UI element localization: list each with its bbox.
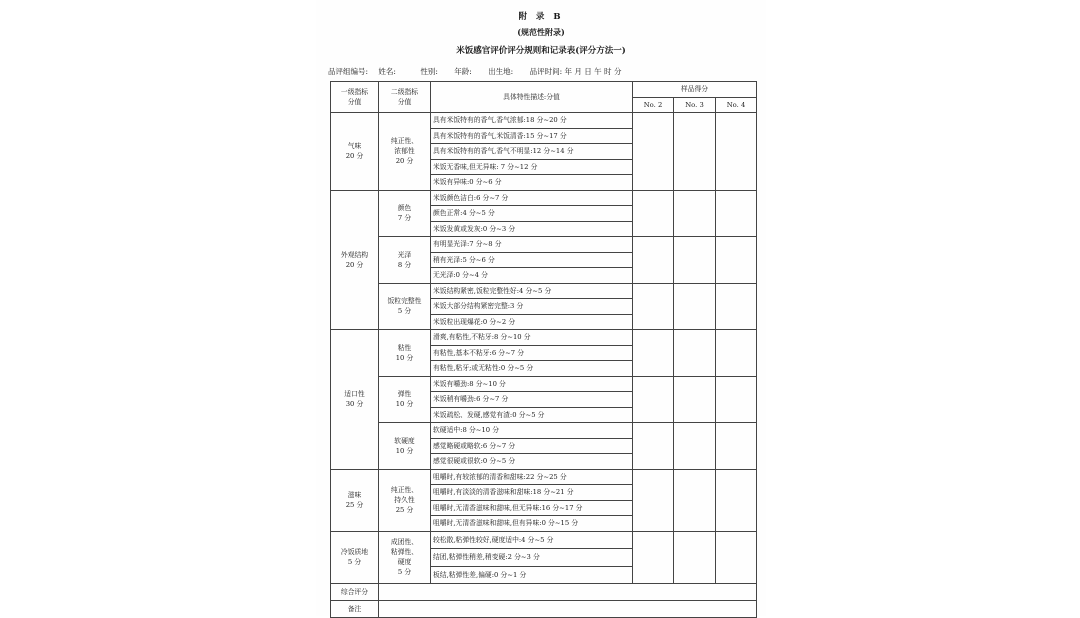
secondary-indicator bbox=[379, 469, 431, 531]
footer-value-cell[interactable] bbox=[379, 584, 757, 601]
meta-line bbox=[328, 66, 768, 77]
primary-indicator bbox=[331, 531, 379, 584]
description-cell: 米饭有异味:0 分~6 分 bbox=[431, 175, 633, 191]
description-cell: 米饭疏松、发硬,感觉有渣:0 分~5 分 bbox=[431, 407, 633, 423]
secondary-indicator bbox=[379, 330, 431, 377]
description-cell: 米饭结构紧密,饭粒完整性好:4 分~5 分 bbox=[431, 283, 633, 299]
description-cell: 咀嚼时,有淡淡的清香滋味和甜味:18 分~21 分 bbox=[431, 485, 633, 501]
description-cell: 米饭发黄或发灰:0 分~3 分 bbox=[431, 221, 633, 237]
description-cell: 滑爽,有粘性,不粘牙:8 分~10 分 bbox=[431, 330, 633, 346]
score-cell[interactable] bbox=[633, 190, 674, 237]
description-cell: 咀嚼时,无清香滋味和甜味,但无异味:16 分~17 分 bbox=[431, 500, 633, 516]
cell-line: 外观结构 bbox=[340, 250, 369, 259]
cell-line: 纯正性、 bbox=[390, 137, 419, 146]
score-cell[interactable] bbox=[716, 531, 757, 584]
description-cell: 感觉很硬或很软:0 分~5 分 bbox=[431, 454, 633, 470]
footer-row bbox=[331, 584, 757, 601]
description-cell: 具有米饭特有的香气,香气浓郁:18 分~20 分 bbox=[431, 113, 633, 129]
header-primary bbox=[331, 82, 379, 113]
cell-line: 5 分 bbox=[347, 558, 362, 567]
appendix-subtitle: (规范性附录) bbox=[517, 27, 565, 37]
header-secondary bbox=[379, 82, 431, 113]
meta-time: 品评时间: 年 月 日 午 时 分 bbox=[529, 67, 622, 76]
footer-label: 综合评分 bbox=[331, 584, 379, 601]
table-row bbox=[331, 237, 757, 253]
score-cell[interactable] bbox=[633, 423, 674, 470]
cell-line: 10 分 bbox=[395, 400, 414, 409]
description-cell: 板结,粘弹性差,偏硬:0 分~1 分 bbox=[431, 566, 633, 584]
score-cell[interactable] bbox=[674, 330, 716, 377]
description-cell: 有粘性,粘牙;或无粘性:0 分~5 分 bbox=[431, 361, 633, 377]
description-cell: 咀嚼时,有较浓郁的清香和甜味:22 分~25 分 bbox=[431, 469, 633, 485]
cell-line: 分值 bbox=[347, 98, 362, 106]
cell-line: 弹性 bbox=[397, 390, 412, 399]
cell-line: 粘弹性、 bbox=[390, 548, 419, 557]
cell-line: 粘性 bbox=[397, 343, 412, 352]
description-cell: 稍有光泽:5 分~6 分 bbox=[431, 252, 633, 268]
score-cell[interactable] bbox=[633, 469, 674, 531]
table-row bbox=[331, 423, 757, 439]
score-cell[interactable] bbox=[716, 190, 757, 237]
description-cell: 感觉略硬或略软:6 分~7 分 bbox=[431, 438, 633, 454]
primary-indicator bbox=[331, 469, 379, 531]
score-cell[interactable] bbox=[633, 531, 674, 584]
cell-line: 滋味 bbox=[347, 491, 362, 499]
table-row bbox=[331, 531, 757, 549]
score-cell[interactable] bbox=[674, 237, 716, 284]
cell-line: 分值 bbox=[397, 98, 412, 106]
description-cell: 无光泽:0 分~4 分 bbox=[431, 268, 633, 284]
description-cell: 软硬适中:8 分~10 分 bbox=[431, 423, 633, 439]
cell-line: 10 分 bbox=[395, 446, 414, 455]
score-cell[interactable] bbox=[716, 283, 757, 330]
meta-gender: 性别: bbox=[420, 67, 438, 76]
description-cell: 米饭颜色洁白:6 分~7 分 bbox=[431, 190, 633, 206]
header-sample-3: No. 3 bbox=[674, 97, 716, 113]
primary-indicator bbox=[331, 113, 379, 191]
score-cell[interactable] bbox=[674, 190, 716, 237]
table-row bbox=[331, 376, 757, 392]
description-cell: 米饭大部分结构紧密完整:3 分 bbox=[431, 299, 633, 315]
secondary-indicator bbox=[379, 376, 431, 423]
cell-line: 5 分 bbox=[397, 568, 412, 577]
description-cell: 具有米饭特有的香气,米饭清香:15 分~17 分 bbox=[431, 128, 633, 144]
cell-line: 适口性 bbox=[344, 390, 365, 399]
score-cell[interactable] bbox=[633, 330, 674, 377]
header-sample-2: No. 2 bbox=[633, 97, 674, 113]
score-cell[interactable] bbox=[633, 376, 674, 423]
cell-line: 持久性 bbox=[394, 496, 415, 504]
cell-line: 5 分 bbox=[397, 307, 412, 316]
description-cell: 有明显光泽:7 分~8 分 bbox=[431, 237, 633, 253]
secondary-indicator bbox=[379, 283, 431, 330]
cell-line: 成团性、 bbox=[390, 538, 419, 547]
cell-line: 气味 bbox=[347, 142, 362, 151]
header-sample-4: No. 4 bbox=[716, 97, 757, 113]
meta-name: 姓名: bbox=[378, 67, 396, 76]
score-table bbox=[330, 81, 757, 618]
primary-indicator bbox=[331, 330, 379, 470]
cell-line: 8 分 bbox=[397, 260, 412, 269]
cell-line: 20 分 bbox=[345, 260, 364, 269]
description-cell: 较松散,粘弹性较好,硬度适中:4 分~5 分 bbox=[431, 531, 633, 549]
score-cell[interactable] bbox=[716, 113, 757, 191]
score-cell[interactable] bbox=[633, 237, 674, 284]
footer-label: 备注 bbox=[331, 601, 379, 618]
score-cell[interactable] bbox=[674, 283, 716, 330]
meta-birthplace: 出生地: bbox=[488, 67, 514, 76]
cell-line: 10 分 bbox=[395, 353, 414, 362]
score-cell[interactable] bbox=[674, 113, 716, 191]
secondary-indicator bbox=[379, 237, 431, 284]
cell-line: 25 分 bbox=[395, 506, 414, 514]
meta-group-number: 品评组编号: bbox=[328, 67, 369, 76]
cell-line: 冷饭质地 bbox=[340, 548, 369, 557]
cell-line: 浓郁性 bbox=[394, 147, 415, 156]
score-cell[interactable] bbox=[716, 376, 757, 423]
description-cell: 有粘性,基本不粘牙:6 分~7 分 bbox=[431, 345, 633, 361]
cell-line: 纯正性、 bbox=[390, 486, 419, 494]
description-cell: 米饭无香味,但无异味: 7 分~12 分 bbox=[431, 159, 633, 175]
primary-indicator bbox=[331, 190, 379, 330]
secondary-indicator bbox=[379, 531, 431, 584]
description-cell: 米饭稍有嚼劲:6 分~7 分 bbox=[431, 392, 633, 408]
score-cell[interactable] bbox=[633, 113, 674, 191]
description-cell: 具有米饭特有的香气,香气不明显:12 分~14 分 bbox=[431, 144, 633, 160]
description-cell: 颜色正常:4 分~5 分 bbox=[431, 206, 633, 222]
table-row bbox=[331, 469, 757, 485]
footer-value-cell[interactable] bbox=[379, 601, 757, 618]
cell-line: 25 分 bbox=[345, 501, 364, 509]
description-cell: 结团,粘弹性稍差,稍变硬:2 分~3 分 bbox=[431, 549, 633, 567]
score-cell[interactable] bbox=[674, 423, 716, 470]
score-cell[interactable] bbox=[716, 237, 757, 284]
cell-line: 20 分 bbox=[395, 157, 414, 166]
cell-line: 一级指标 bbox=[340, 88, 369, 96]
cell-line: 20 分 bbox=[345, 152, 364, 161]
score-cell[interactable] bbox=[716, 469, 757, 531]
meta-age: 年龄: bbox=[454, 67, 472, 76]
table-row bbox=[331, 283, 757, 299]
form-title: 米饭感官评价评分规则和记录表(评分方法一) bbox=[456, 46, 626, 56]
cell-line: 二级指标 bbox=[390, 88, 419, 96]
cell-line: 软硬度 bbox=[394, 436, 415, 445]
score-cell[interactable] bbox=[674, 531, 716, 584]
description-cell: 米饭有嚼劲:8 分~10 分 bbox=[431, 376, 633, 392]
score-table-wrap bbox=[330, 81, 756, 618]
score-cell[interactable] bbox=[633, 283, 674, 330]
table-row bbox=[331, 190, 757, 206]
score-cell[interactable] bbox=[716, 330, 757, 377]
description-cell: 咀嚼时,无清香滋味和甜味,但有异味:0 分~15 分 bbox=[431, 516, 633, 532]
score-cell[interactable] bbox=[674, 376, 716, 423]
appendix-title: 附 录 B bbox=[518, 12, 564, 22]
score-cell[interactable] bbox=[674, 469, 716, 531]
footer-row bbox=[331, 601, 757, 618]
cell-line: 硬度 bbox=[397, 558, 412, 567]
table-row bbox=[331, 113, 757, 129]
score-cell[interactable] bbox=[716, 423, 757, 470]
header-samples: 样品得分 bbox=[633, 82, 757, 98]
description-cell: 米饭粒出现爆花:0 分~2 分 bbox=[431, 314, 633, 330]
cell-line: 光泽 bbox=[397, 250, 412, 259]
cell-line: 7 分 bbox=[397, 214, 412, 223]
cell-line: 颜色 bbox=[397, 204, 412, 213]
document-page bbox=[316, 0, 766, 616]
secondary-indicator bbox=[379, 190, 431, 237]
table-row bbox=[331, 330, 757, 346]
header-row bbox=[331, 82, 757, 98]
cell-line: 饭粒完整性 bbox=[387, 297, 422, 306]
cell-line: 30 分 bbox=[345, 400, 364, 409]
header-description: 具体特性描述:分值 bbox=[431, 82, 633, 113]
secondary-indicator bbox=[379, 113, 431, 191]
secondary-indicator bbox=[379, 423, 431, 470]
